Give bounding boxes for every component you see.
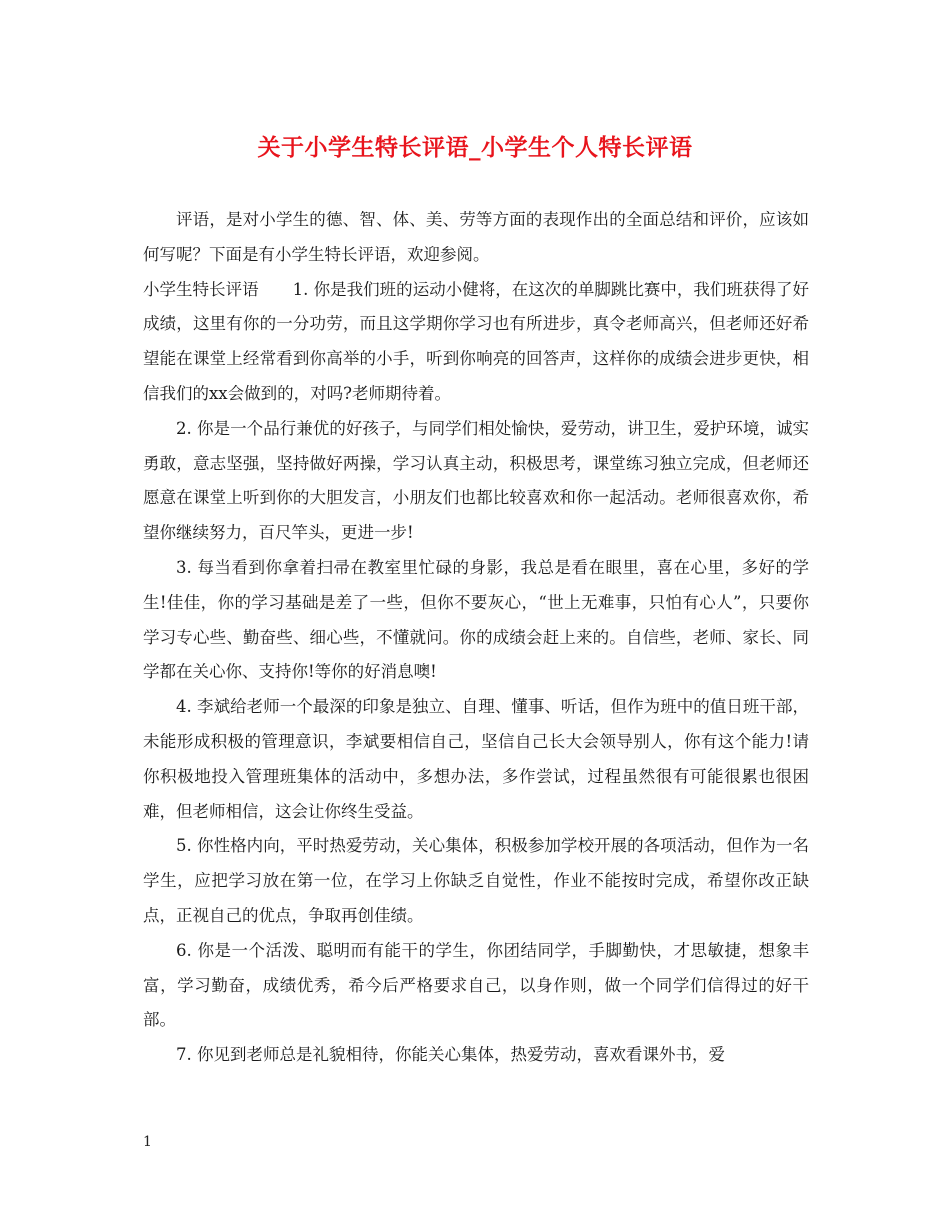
item-2-paragraph: 2. 你是一个品行兼优的好孩子，与同学们相处愉快，爱劳动，讲卫生，爱护环境，诚实勇敢，意志坚强，坚持做好两操，学习认真主动，积极思考，课堂练习独立完成，但老师还愿意在课堂上听到你的大胆发言，小朋友们也都比较喜欢和你一起活动。老师很喜欢你，希望你继续努力，百尺竿头，更进一步! xyxy=(143,418,809,543)
item-4-paragraph: 4. 李斌给老师一个最深的印象是独立、自理、懂事、听话，但作为班中的值日班干部，未能形成积极的管理意识，李斌要相信自己，坚信自己长大会领导别人，你有这个能力!请你积极地投入管理班集体的活动中，多想办法，多作尝试，过程虽然很有可能很累也很困难，但老师相信，这会让你终生受益。 xyxy=(143,697,809,821)
document-body xyxy=(143,203,809,1073)
item-7-paragraph: 7. 你见到老师总是礼貌相待，你能关心集体，热爱劳动，喜欢看课外书，爱 xyxy=(176,1045,725,1065)
page-number: 1 xyxy=(143,1134,152,1150)
section-paragraph-1 xyxy=(143,273,809,412)
item-6-paragraph: 6. 你是一个活泼、聪明而有能干的学生，你团结同学，手脚勤快，才思敏捷，想象丰富，学习勤奋，成绩优秀，希今后严格要求自己，以身作则，做一个同学们信得过的好干部。 xyxy=(143,940,809,1030)
section-heading: 小学生特长评语 xyxy=(143,279,259,299)
document-title: 关于小学生特长评语_小学生个人特长评语 xyxy=(257,134,693,161)
intro-paragraph: 评语，是对小学生的德、智、体、美、劳等方面的表现作出的全面总结和评价，应该如何写呢？下面是有小学生特长评语，欢迎参阅。 xyxy=(143,210,809,264)
item-1-text: 1. 你是我们班的运动小健将，在这次的单脚跳比赛中，我们班获得了好成绩，这里有你的一分功劳，而且这学期你学习也有所进步，真令老师高兴，但老师还好希望能在课堂上经常看到你高举的小手，听到你响亮的回答声，这样你的成绩会进步更快，相信我们的xx会做到的，对吗?老师期待着。 xyxy=(143,279,810,403)
item-5-paragraph: 5. 你性格内向，平时热爱劳动，关心集体，积极参加学校开展的各项活动，但作为一名学生，应把学习放在第一位，在学习上你缺乏自觉性，作业不能按时完成，希望你改正缺点，正视自己的优点，争取再创佳绩。 xyxy=(143,836,809,925)
item-3-paragraph: 3. 每当看到你拿着扫帚在教室里忙碌的身影，我总是看在眼里，喜在心里，多好的学生!佳佳，你的学习基础是差了一些，但你不要灰心，“世上无难事，只怕有心人”，只要你学习专心些、勤奋些、细心些，不懂就问。你的成绩会赶上来的。自信些，老师、家长、同学都在关心你、支持你!等你的好消息噢! xyxy=(143,557,809,682)
